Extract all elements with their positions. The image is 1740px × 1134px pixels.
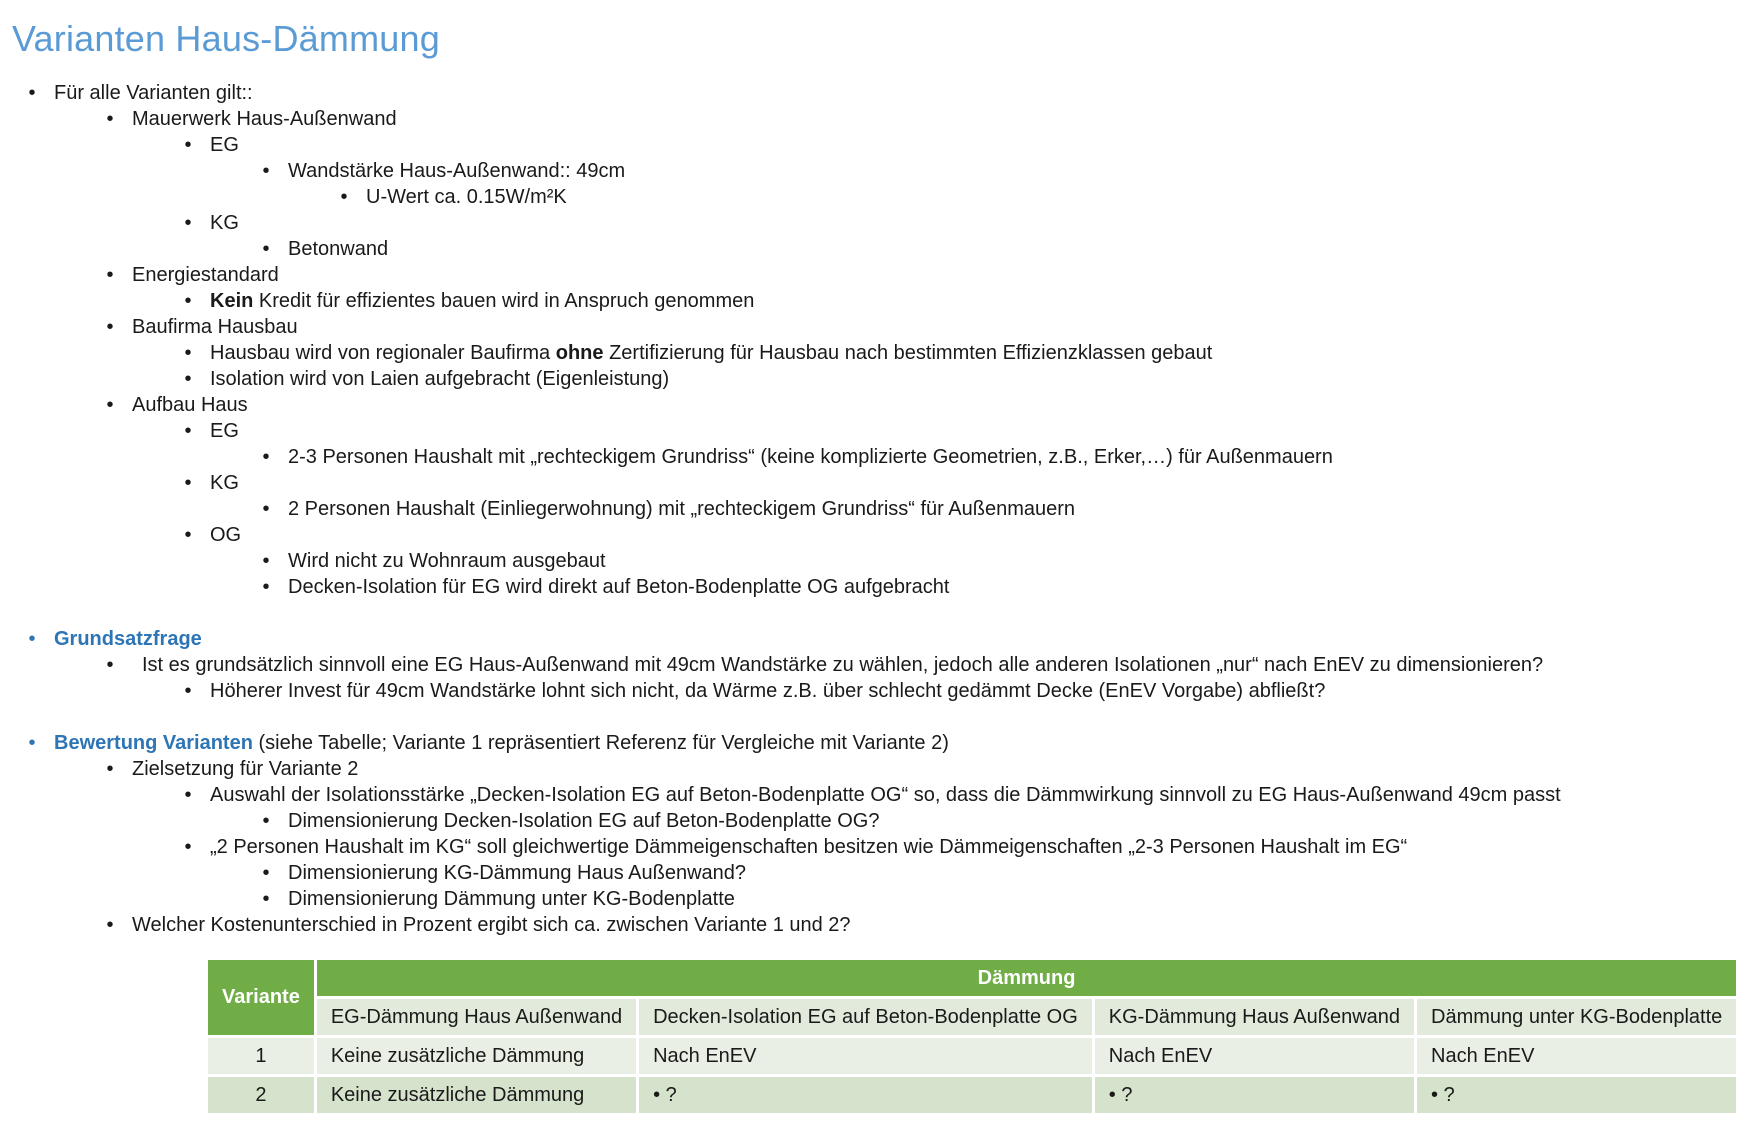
varianten-table-wrap bbox=[205, 957, 1727, 1116]
table-cell: Keine zusätzliche Dämmung bbox=[317, 1077, 636, 1113]
list-item: • EG bbox=[184, 420, 239, 442]
table-row bbox=[208, 1038, 1736, 1074]
table-cell: Keine zusätzliche Dämmung bbox=[317, 1038, 636, 1074]
list-item: • Wandstärke Haus-Außenwand:: 49cm bbox=[262, 160, 626, 182]
column-header: Dämmung unter KG-Bodenplatte bbox=[1417, 999, 1736, 1035]
table-row bbox=[208, 1077, 1736, 1113]
column-header: KG-Dämmung Haus Außenwand bbox=[1095, 999, 1414, 1035]
list-item: • Mauerwerk Haus-Außenwand bbox=[106, 108, 397, 130]
list-item: • U-Wert ca. 0.15W/m²K bbox=[340, 186, 567, 208]
list-item: • Baufirma Hausbau bbox=[106, 316, 298, 338]
table-cell: Nach EnEV bbox=[639, 1038, 1092, 1074]
table-cell: 2 bbox=[208, 1077, 314, 1113]
bullet: • bbox=[28, 82, 36, 104]
list-item: • Dimensionierung Dämmung unter KG-Bodenplatte bbox=[262, 888, 735, 910]
list-item: • 2 Personen Haushalt (Einliegerwohnung) mit „rechteckigem Grundriss“ für Außenmauern bbox=[262, 498, 1076, 520]
page-title: Varianten Haus-Dämmung bbox=[12, 18, 440, 59]
list-item: • Welcher Kostenunterschied in Prozent ergibt sich ca. zwischen Variante 1 und 2? bbox=[106, 914, 851, 936]
list-item: • 2-3 Personen Haushalt mit „rechteckigem Grundriss“ (keine komplizierte Geometrien, z.B., Erker,…) für Außenmauern bbox=[262, 446, 1333, 468]
list-item: • Decken-Isolation für EG wird direkt auf Beton-Bodenplatte OG aufgebracht bbox=[262, 576, 950, 598]
list-item: • Dimensionierung Decken-Isolation EG auf Beton-Bodenplatte OG? bbox=[262, 810, 880, 832]
list-item: • OG bbox=[184, 524, 242, 546]
table-cell: • ? bbox=[639, 1077, 1092, 1113]
list-item: • Dimensionierung KG-Dämmung Haus Außenwand? bbox=[262, 862, 747, 884]
list-item: • Kein Kredit für effizientes bauen wird in Anspruch genommen bbox=[184, 290, 755, 312]
list-item: • Auswahl der Isolationsstärke „Decken-Isolation EG auf Beton-Bodenplatte OG“ so, dass die Dämmwirkung sinnvoll zu EG Haus-Außenwand 49cm passt bbox=[184, 784, 1561, 806]
section-grundsatzfrage: • Grundsatzfrage bbox=[28, 628, 202, 650]
list-item: • Aufbau Haus bbox=[106, 394, 248, 416]
list-item: • Energiestandard bbox=[106, 264, 279, 286]
list-item: • Für alle Varianten gilt:: bbox=[54, 80, 253, 106]
table-cell: 1 bbox=[208, 1038, 314, 1074]
list-item: • Ist es grundsätzlich sinnvoll eine EG Haus-Außenwand mit 49cm Wandstärke zu wählen, jedoch alle anderen Isolationen „nur“ nach EnEV zu dimensionieren? bbox=[106, 654, 1544, 676]
table-cell: Nach EnEV bbox=[1095, 1038, 1414, 1074]
varianten-table bbox=[205, 957, 1739, 1116]
list-item: • Wird nicht zu Wohnraum ausgebaut bbox=[262, 550, 606, 572]
list-item: • Hausbau wird von regionaler Baufirma ohne Zertifizierung für Hausbau nach bestimmten Effizienzklassen gebaut bbox=[184, 342, 1213, 364]
table-cell: • ? bbox=[1417, 1077, 1736, 1113]
column-header: EG-Dämmung Haus Außenwand bbox=[317, 999, 636, 1035]
header-variante: Variante bbox=[208, 960, 314, 1035]
table-cell: • ? bbox=[1095, 1077, 1414, 1113]
list-item: • „2 Personen Haushalt im KG“ soll gleichwertige Dämmeigenschaften besitzen wie Dämmeigenschaften „2-3 Personen Haushalt im EG“ bbox=[184, 836, 1408, 858]
section-bewertung: • Bewertung Varianten (siehe Tabelle; Variante 1 repräsentiert Referenz für Vergleiche mit Variante 2) bbox=[28, 732, 949, 754]
list-item: • KG bbox=[184, 472, 239, 494]
header-daemmung: Dämmung bbox=[317, 960, 1736, 996]
list-item: • Zielsetzung für Variante 2 bbox=[106, 758, 359, 780]
list-item: • Isolation wird von Laien aufgebracht (Eigenleistung) bbox=[184, 368, 670, 390]
column-header: Decken-Isolation EG auf Beton-Bodenplatte OG bbox=[639, 999, 1092, 1035]
list-item: • Betonwand bbox=[262, 238, 389, 260]
list-item: • KG bbox=[184, 212, 239, 234]
list-item: • EG bbox=[184, 134, 239, 156]
table-cell: Nach EnEV bbox=[1417, 1038, 1736, 1074]
list-item: • Höherer Invest für 49cm Wandstärke lohnt sich nicht, da Wärme z.B. über schlecht gedämmt Decke (EnEV Vorgabe) abfließt? bbox=[184, 680, 1326, 702]
